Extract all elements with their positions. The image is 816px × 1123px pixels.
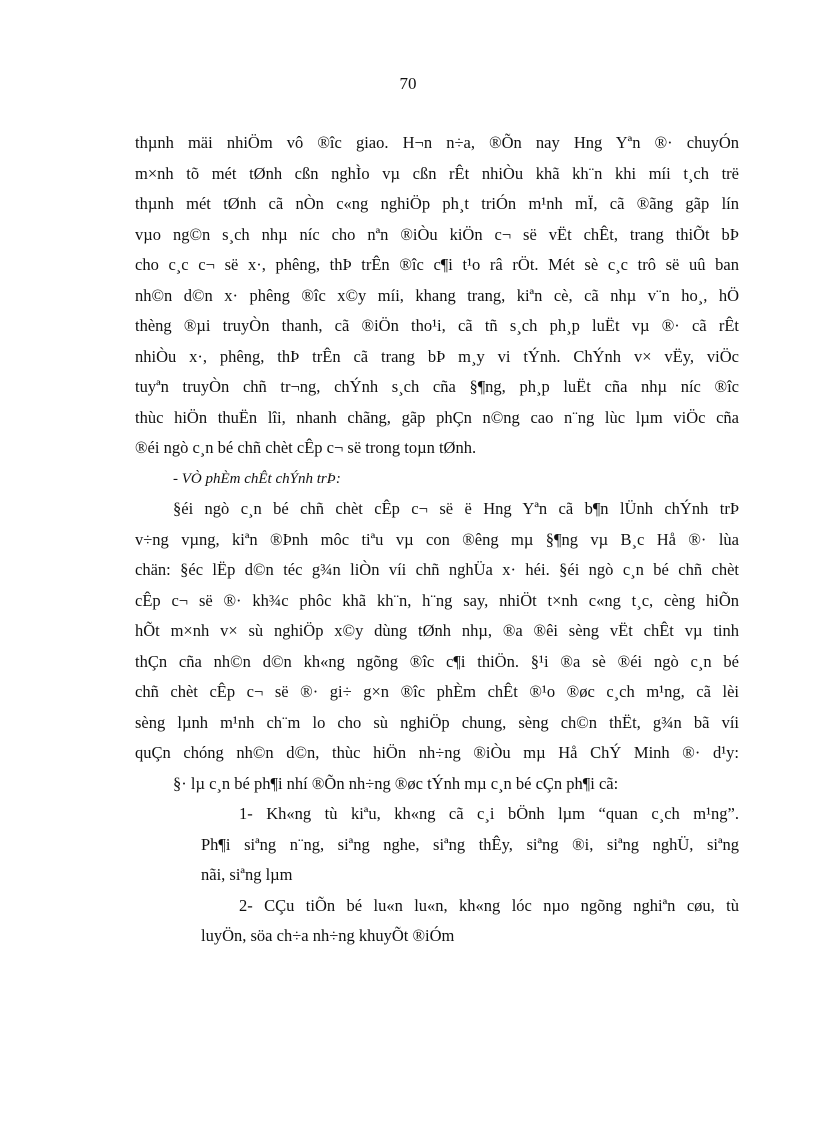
text-line: §éi ngò c¸n bé chñ chèt cÊp c¬ së ë Hng Yªn cã b¶n lÜnh chÝnh trÞ — [173, 499, 739, 518]
text-line: hÕt m×nh v× sù nghiÖp x©y dùng tØnh nhµ, ®a ®êi sèng vËt chÊt vµ tinh — [135, 621, 739, 640]
text-line: v÷ng vµng, kiªn ®Þnh môc tiªu vµ con ®êng mµ §¶ng vµ B¸c Hå ®· lùa — [135, 529, 739, 549]
quote-item-2-line: luyÖn, söa ch÷a nh÷ng khuyÕt ®iÓm — [201, 926, 455, 945]
paragraph-political-quality — [135, 494, 739, 769]
page-number: 70 — [399, 74, 417, 93]
text-line: thèng ®µi truyÒn thanh, cã ®iÖn tho¹i, cã tñ s¸ch ph¸p luËt vµ ®· cã rÊt — [135, 316, 739, 335]
text-line: quÇn chóng nh©n d©n, thùc hiÖn nh÷ng ®iÒu mµ Hå ChÝ Minh ®· d¹y: — [135, 743, 739, 762]
text-line: m×nh tõ mét tØnh cßn nghÌo vµ cßn rÊt nhiÒu khã kh¨n khi míi t¸ch trë — [135, 163, 739, 183]
text-line: thµnh mäi nhiÖm vô ®îc giao. H¬n n÷a, ®Õn nay Hng Yªn ®· chuyÓn — [135, 133, 739, 152]
paragraph-infrastructure — [135, 128, 739, 464]
text-line: chñ chèt cÊp c¬ së ®· gi÷ g×n ®îc phÈm chÊt ®¹o ®øc c¸ch m¹ng, cã lèi — [135, 682, 739, 701]
text-line: nhiÒu x·, phêng, thÞ trÊn cã trang bÞ m¸y vi tÝnh. ChÝnh v× vËy, viÖc — [135, 346, 739, 366]
section-heading: - VÒ phÈm chÊt chÝnh trÞ: — [173, 470, 341, 487]
quote-intro: §· lµ c¸n bé ph¶i nhí ®Õn nh÷ng ®øc tÝnh mµ c¸n bé cÇn ph¶i cã: — [173, 773, 619, 793]
text-line: vµo ng©n s¸ch nhµ níc cho nªn ®iÒu kiÖn c¬ së vËt chÊt, trang thiÕt bÞ — [135, 224, 739, 244]
text-line: cho c¸c c¬ së x·, phêng, thÞ trÊn ®îc c¶i t¹o râ rÖt. Mét sè c¸c trô së uû ban — [135, 255, 739, 274]
quote-list — [201, 799, 739, 952]
text-line: tuyªn truyÒn chñ tr¬ng, chÝnh s¸ch cña §¶ng, ph¸p luËt cña nhµ níc ®îc — [135, 377, 739, 396]
text-line: chän: §éc lËp d©n téc g¾n liÒn víi chñ nghÜa x· héi. §éi ngò c¸n bé chñ chèt — [135, 560, 739, 579]
body-text — [135, 128, 739, 952]
quote-item-1-line: Ph¶i siªng n¨ng, siªng nghe, siªng thÊy, siªng ®i, siªng nghÜ, siªng — [201, 834, 739, 854]
text-line: ®éi ngò c¸n bé chñ chèt cÊp c¬ së trong toµn tØnh. — [135, 438, 477, 457]
text-line: thµnh mét tØnh cã nÒn c«ng nghiÖp ph¸t triÓn m¹nh mÏ, cã ®ãng gãp lín — [135, 194, 739, 213]
text-line: thÇn cña nh©n d©n kh«ng ngõng ®îc c¶i thiÖn. §¹i ®a sè ®éi ngò c¸n bé — [135, 651, 739, 671]
text-line: sèng lµnh m¹nh ch¨m lo cho sù nghiÖp chung, sèng ch©n thËt, g¾n bã víi — [135, 712, 739, 732]
quote-item-2-line: 2- CÇu tiÕn bé lu«n lu«n, kh«ng lóc nµo ngõng nghiªn cøu, tù — [239, 895, 739, 915]
quote-item-1-line: nãi, siªng lµm — [201, 865, 293, 884]
quote-item-1-line: 1- Kh«ng tù kiªu, kh«ng cã c¸i bÖnh lµm “quan c¸ch m¹ng”. — [239, 804, 739, 823]
text-line: thùc hiÖn thuËn lîi, nhanh chãng, gãp phÇn n©ng cao n¨ng lùc lµm viÖc cña — [135, 407, 739, 427]
text-line: nh©n d©n x· phêng ®îc x©y míi, khang trang, kiªn cè, cã nhµ v¨n ho¸, hÖ — [135, 285, 739, 305]
text-line: cÊp c¬ së ®· kh¾c phôc khã kh¨n, h¨ng say, nhiÖt t×nh c«ng t¸c, cèng hiÕn — [135, 590, 739, 610]
